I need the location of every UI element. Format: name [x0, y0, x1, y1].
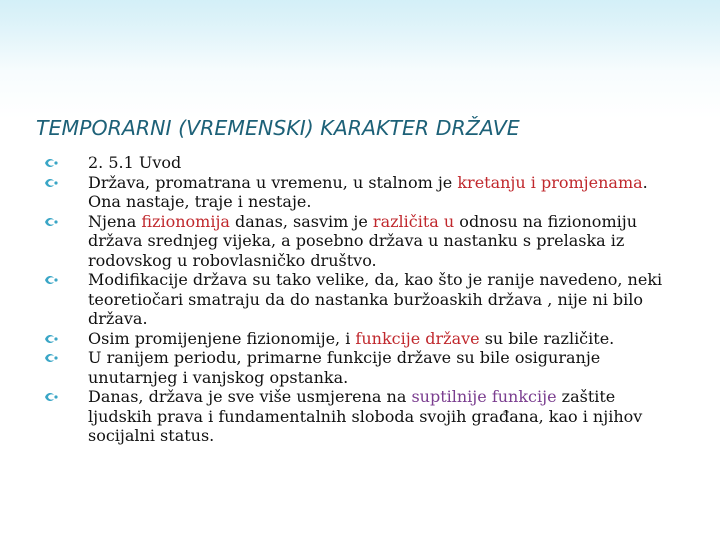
list-item [44, 270, 684, 329]
item-3-text: Njena [88, 211, 142, 231]
list-item [44, 173, 684, 212]
ornament-bullet-icon [44, 270, 88, 290]
item-4-text: Modifikacije država su tako velike, da, kao što je ranije navedeno, neki teoretiočari smatraju da do nastanka buržoaskih država , nije ni bilo država. [88, 270, 663, 328]
list-item [44, 153, 684, 173]
highlight-fizionomija: fizionomija [141, 211, 230, 231]
ornament-bullet-icon [44, 173, 88, 193]
item-7-text-end: zaštite ljudskih prava i fundamentalnih sloboda svojih građana, kao i njihov socijalni status. [88, 387, 643, 445]
ornament-bullet-icon [44, 387, 88, 407]
item-2-text-end: . Ona nastaje, traje i nestaje. [88, 172, 648, 211]
list-item [44, 212, 684, 271]
ornament-bullet-icon [44, 329, 88, 349]
highlight-suptilnije-funkcije: suptilnije funkcije [411, 387, 557, 406]
item-5-text: Osim promijenjene fizionomije, i [88, 328, 356, 348]
header-band [0, 0, 720, 70]
list-item [44, 387, 684, 446]
ornament-bullet-icon [44, 348, 88, 368]
ornament-bullet-icon [44, 153, 88, 173]
item-5-text-end: su bile različite. [479, 328, 615, 348]
highlight-funkcije-drzave: funkcije države [355, 328, 480, 348]
slide-title: TEMPORARNI (VREMENSKI) KARAKTER DRŽAVE [36, 116, 520, 140]
highlight-razlicita: različita u [372, 211, 455, 231]
item-7-text: Danas, država je sve više usmjerena na [88, 387, 412, 406]
item-3-text-end: odnosu na fizionomiju država srednjeg vijeka, a posebno država u nastanku s prelaska iz rodovskog u robovlasničko društvo. [88, 211, 637, 270]
ornament-bullet-icon [44, 212, 88, 232]
highlight-kretanju: kretanju i promjenama [457, 172, 643, 192]
list-item [44, 348, 684, 387]
item-3-text-mid: danas, sasvim je [229, 211, 373, 231]
list-item [44, 329, 684, 349]
bullet-list [44, 153, 684, 446]
item-1-text: 2. 5.1 Uvod [88, 153, 182, 172]
item-6-text: U ranijem periodu, primarne funkcije države su bile osiguranje unutarnjeg i vanjskog opstanka. [88, 348, 601, 387]
item-2-text: Država, promatrana u vremenu, u stalnom je [88, 172, 458, 192]
